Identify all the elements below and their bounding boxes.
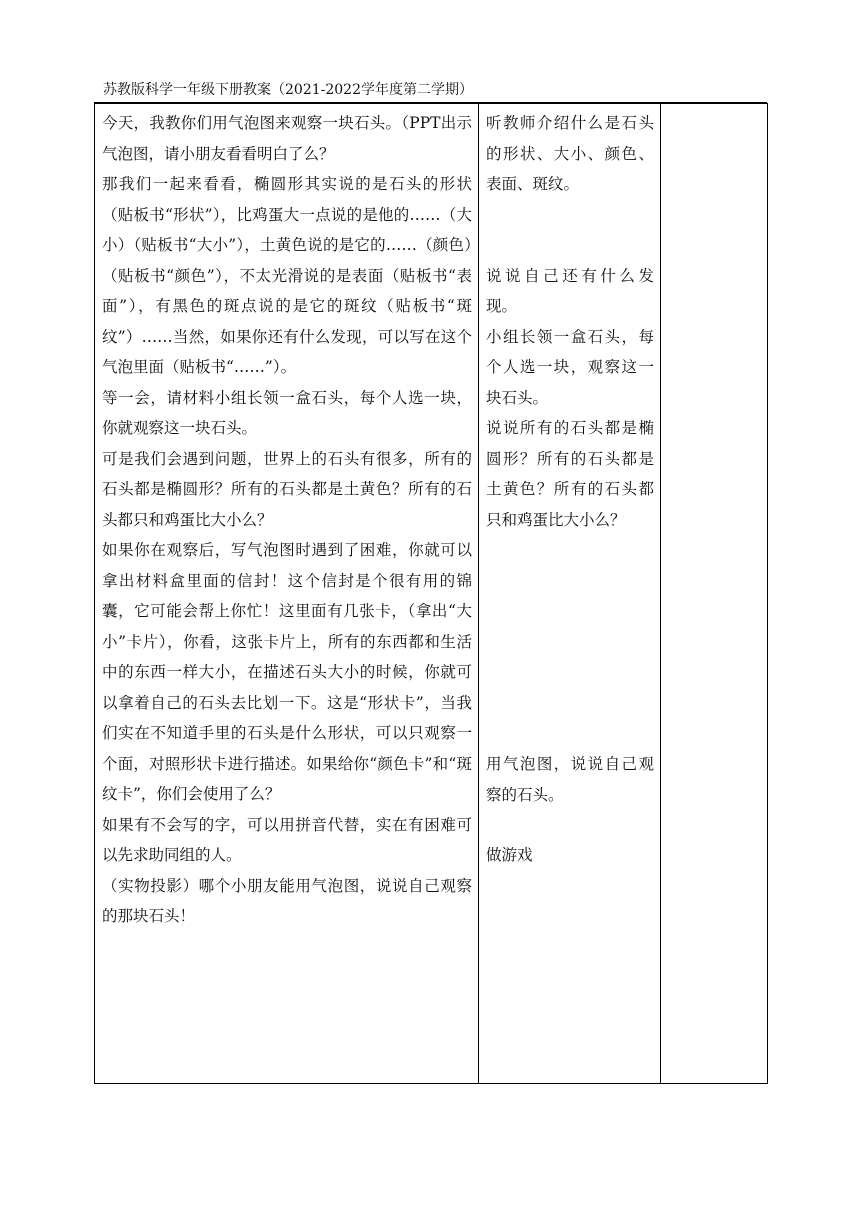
- student-item: 说说自己还有什么发现。: [486, 266, 654, 315]
- spacer: [486, 200, 654, 261]
- teacher-paragraph: 今天，我教你们用气泡图来观察一块石头。（PPT出示气泡图，请小朋友看看明白了么？: [102, 114, 472, 163]
- student-activity-text: [479, 104, 660, 871]
- student-item: 小组长领一盒石头，每个人选一块，观察这一块石头。: [486, 327, 654, 407]
- teacher-activity-cell: [95, 104, 479, 1084]
- teacher-paragraph: 如果有不会写的字，可以用拼音代替，实在有困难可以先求助同组的人。: [102, 815, 472, 864]
- note-text: [661, 104, 767, 108]
- teacher-activity-text: [95, 104, 478, 932]
- teacher-paragraph: 如果你在观察后，写气泡图时遇到了困难，你就可以拿出材料盒里面的信封！这个信封是个很有用的锦囊，它可能会帮上你忙！这里面有几张卡，（拿出“大小”卡片），你看，这张卡片上，所有的东西都和生活中的东西一样大小，在描述石头大小的时候，你就可以拿着自己的石头去比划一下。这是“形状卡”，当我们实在不知道手里的石头是什么形状，可以只观察一个面，对照形状卡进行描述。如果给你“颜色卡”和“斑纹卡”，你们会使用了么？: [102, 541, 472, 803]
- teacher-paragraph: 那我们一起来看看，椭圆形其实说的是石头的形状（贴板书“形状”），比鸡蛋大一点说的是他的……（大小）（贴板书“大小”），土黄色说的是它的……（颜色）（贴板书“颜色”），不太光滑说的是表面（贴板书“表面”），有黑色的斑点说的是它的斑纹（贴板书“斑纹”）……当然，如果你还有什么发现，可以写在这个气泡里面（贴板书“……”）。: [102, 175, 472, 376]
- teacher-paragraph: （实物投影）哪个小朋友能用气泡图，说说自己观察的那块石头！: [102, 876, 472, 925]
- student-activity-cell: [479, 104, 661, 1084]
- student-item: 听教师介绍什么是石头的形状、大小、颜色、表面、斑纹。: [486, 114, 654, 193]
- teacher-paragraph: 等一会，请材料小组长领一盒石头，每个人选一块，你就观察这一块石头。: [102, 388, 472, 437]
- spacer: [486, 535, 654, 749]
- lesson-table: [94, 103, 768, 1084]
- student-item: 用气泡图，说说自己观察的石头。: [486, 755, 654, 804]
- student-item: 说说所有的石头都是椭圆形？所有的石头都是土黄色？所有的石头都只和鸡蛋比大小么？: [486, 419, 654, 529]
- note-cell: [661, 104, 768, 1084]
- document-header: 苏教版科学一年级下册教案（2021-2022学年度第二学期）: [103, 82, 473, 98]
- student-item: 做游戏: [486, 846, 533, 864]
- teacher-paragraph: 可是我们会遇到问题，世界上的石头有很多，所有的石头都是椭圆形？所有的石头都是土黄色？所有的石头都只和鸡蛋比大小么？: [102, 449, 472, 529]
- spacer: [486, 810, 654, 840]
- table-row: [95, 104, 768, 1084]
